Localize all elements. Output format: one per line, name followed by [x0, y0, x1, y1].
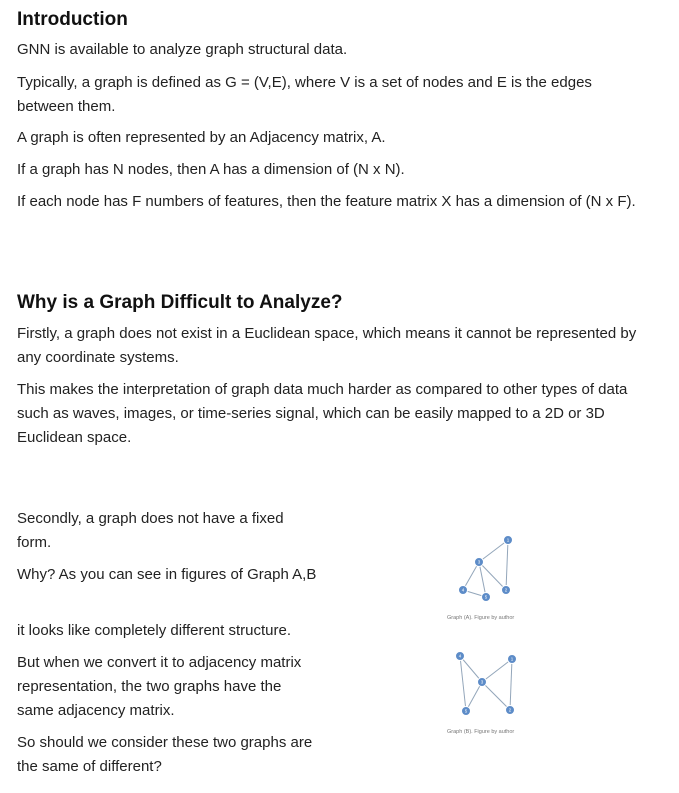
graph-b-node: [462, 707, 471, 716]
graph-a-node: [482, 593, 491, 602]
intro-paragraph: If each node has F numbers of features, then the feature matrix X has a dimension of (N x F).: [17, 193, 636, 210]
graph-a-caption: Graph (A). Figure by author: [447, 615, 515, 621]
graph-b-node: [456, 652, 465, 661]
structure-paragraph: it looks like completely different structure.: [17, 622, 292, 639]
graph-a-node: [459, 586, 468, 595]
graph-a-figure: [448, 532, 528, 612]
difficulty-paragraph: Firstly, a graph does not exist in a Euclidean space, which means it cannot be represented by any coordinate systems.: [17, 325, 637, 366]
graph-a-node-label: 1: [506, 537, 510, 543]
intro-paragraph: Typically, a graph is defined as G = (V,E), where V is a set of nodes and E is the edges between them.: [17, 74, 592, 115]
graph-b-node-label: 5: [464, 708, 468, 714]
graph-a-node-label: 5: [484, 594, 488, 600]
graph-b-edge: [458, 653, 466, 711]
structure-paragraph: Why? As you can see in figures of Graph A,B: [17, 566, 317, 583]
graph-b-edge: [480, 679, 510, 710]
structure-paragraph: But when we convert it to adjacency matrix representation, the two graphs have the same adjacency matrix.: [17, 654, 302, 719]
graph-a-edge: [477, 559, 486, 597]
graph-a-diagram: [448, 532, 528, 612]
graph-b-figure: [448, 648, 528, 720]
difficulty-paragraph: This makes the interpretation of graph data much harder as compared to other types of data such as waves, images, or time-series signal, which can be easily mapped to a 2D or 3D Euclidean space.: [17, 381, 628, 446]
graph-b-edge: [458, 653, 482, 682]
section-heading-difficulty: Why is a Graph Difficult to Analyze?: [17, 292, 343, 313]
intro-paragraph: GNN is available to analyze graph structural data.: [17, 41, 348, 58]
graph-a-node-label: 3: [477, 559, 481, 565]
graph-b-diagram: [448, 648, 528, 720]
graph-b-node-label: 3: [480, 679, 484, 685]
graph-a-node-label: 4: [461, 587, 465, 593]
structure-paragraph: Secondly, a graph does not have a fixed form.: [17, 510, 284, 551]
graph-a-edge: [479, 537, 510, 562]
structure-paragraph: So should we consider these two graphs are the same of different?: [17, 734, 313, 775]
graph-a-node: [504, 536, 513, 545]
graph-a-edge: [506, 537, 510, 590]
graph-b-node: [478, 678, 487, 687]
graph-b-caption: Graph (B). Figure by author: [447, 729, 515, 735]
graph-a-node: [475, 558, 484, 567]
intro-paragraph: A graph is often represented by an Adjacency matrix, A.: [17, 129, 386, 146]
graph-a-node: [502, 586, 511, 595]
graph-a-node-label: 2: [504, 587, 508, 593]
section-heading-introduction: Introduction: [17, 9, 128, 30]
graph-b-node-label: 2: [508, 707, 512, 713]
graph-b-node-label: 4: [458, 653, 462, 659]
graph-b-node-label: 1: [510, 656, 514, 662]
intro-paragraph: If a graph has N nodes, then A has a dimension of (N x N).: [17, 161, 405, 178]
graph-b-node: [506, 706, 515, 715]
graph-a-edge: [477, 559, 506, 590]
graph-b-edge: [510, 656, 514, 710]
graph-b-node: [508, 655, 517, 664]
graph-b-edge: [482, 656, 514, 682]
